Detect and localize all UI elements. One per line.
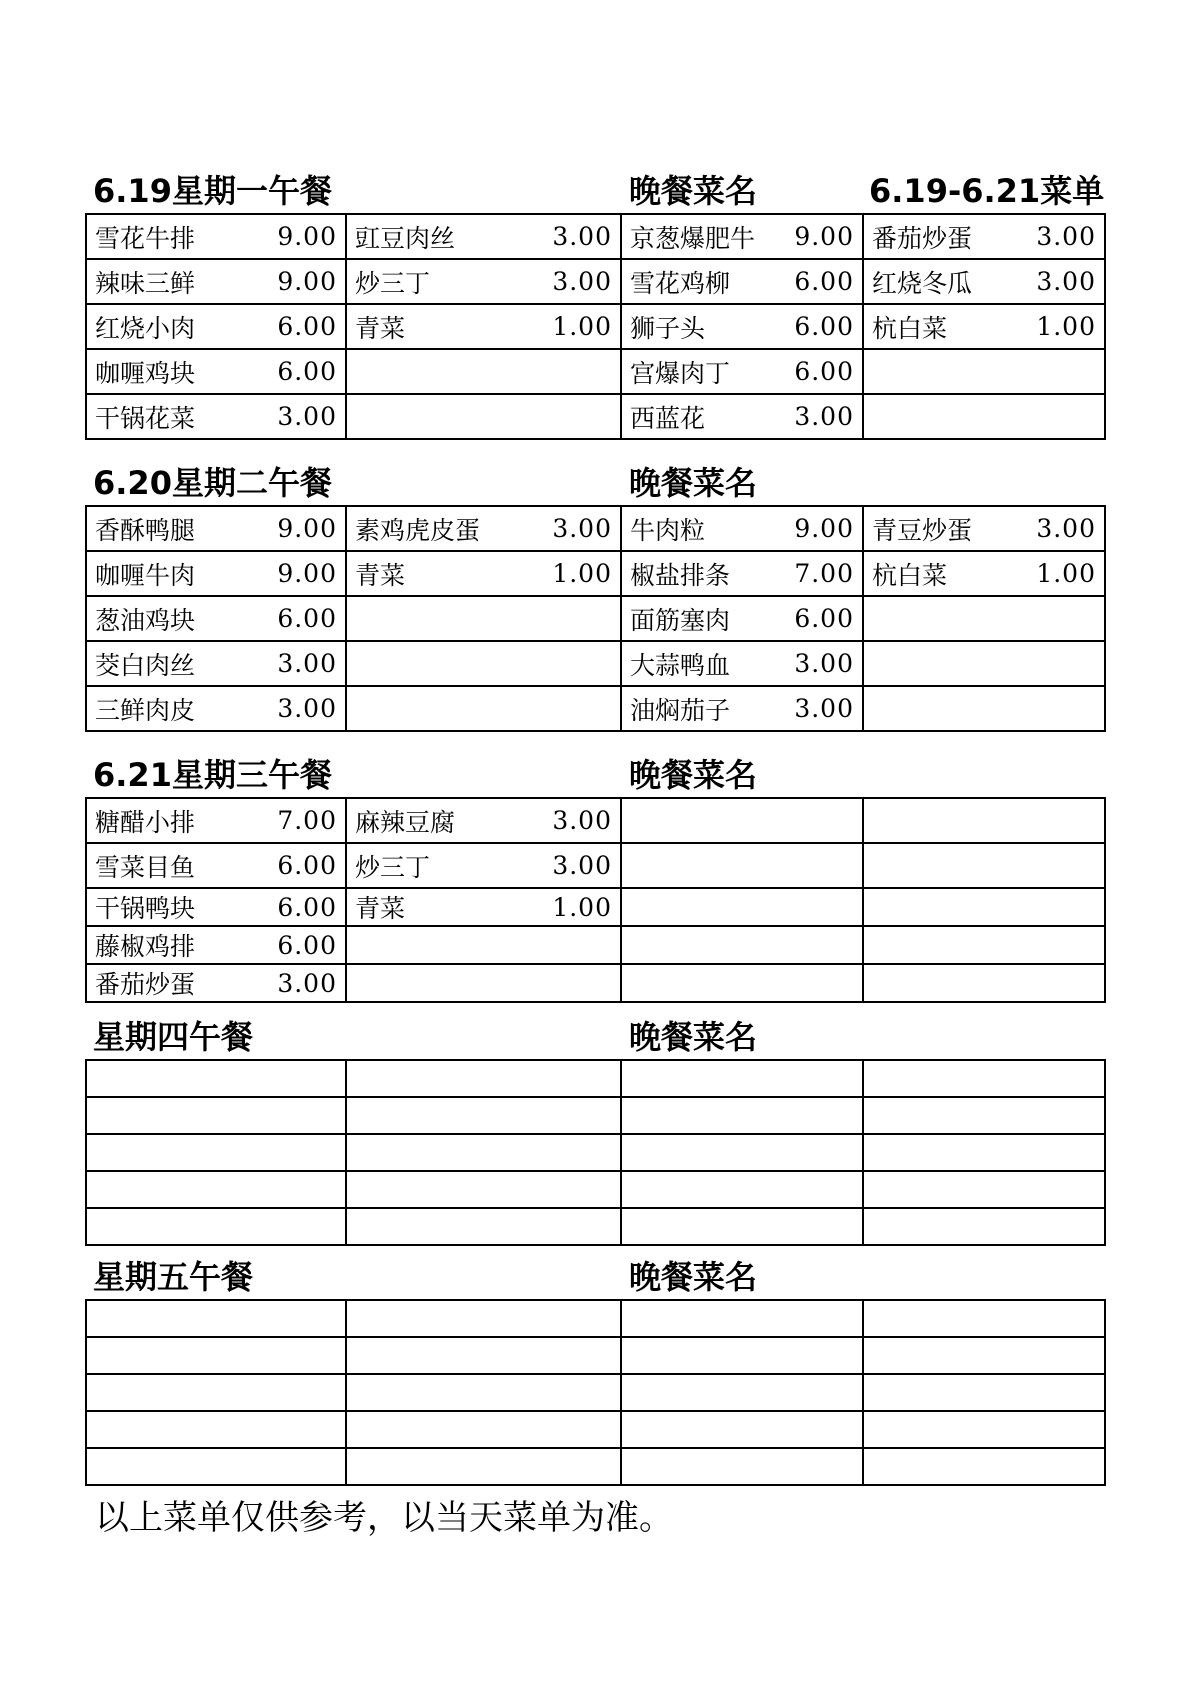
- dish-name: 红烧小肉: [95, 313, 196, 343]
- dish-name: 炒三丁: [355, 268, 431, 298]
- menu-cell: [86, 1448, 346, 1485]
- menu-cell: [621, 259, 863, 304]
- dish-price: 3.00: [794, 649, 854, 678]
- menu-cell: [863, 1134, 1105, 1171]
- menu-cell: [863, 214, 1105, 259]
- menu-cell: [621, 1171, 863, 1208]
- table-row: [86, 843, 1105, 888]
- menu-cell: [621, 686, 863, 731]
- menu-cell: [86, 888, 346, 926]
- dish-name: 青菜: [355, 313, 406, 343]
- table-row: [86, 259, 1105, 304]
- dish-price: 3.00: [1036, 267, 1096, 296]
- day-section-1: [85, 457, 1105, 732]
- menu-cell: [621, 1374, 863, 1411]
- menu-cell: [86, 1411, 346, 1448]
- menu-cell: [86, 259, 346, 304]
- day-header: [85, 165, 1105, 213]
- menu-cell: [346, 1097, 621, 1134]
- dish-name: 雪花鸡柳: [630, 268, 731, 298]
- dish-name: 西蓝花: [630, 403, 706, 433]
- table-row: [86, 304, 1105, 349]
- dish-name: 雪菜目鱼: [95, 852, 196, 882]
- menu-cell: [346, 843, 621, 888]
- menu-cell: [621, 304, 863, 349]
- dish-name: 番茄炒蛋: [872, 223, 973, 253]
- menu-cell: [86, 1060, 346, 1097]
- menu-cell: [863, 551, 1105, 596]
- dish-name: 油焖茄子: [630, 695, 731, 725]
- table-row: [86, 926, 1105, 964]
- table-row: [86, 641, 1105, 686]
- menu-cell: [346, 1374, 621, 1411]
- menu-cell: [863, 641, 1105, 686]
- menu-cell: [346, 506, 621, 551]
- dish-price: 9.00: [794, 514, 854, 543]
- menu-cell: [863, 259, 1105, 304]
- dish-price: 9.00: [794, 222, 854, 251]
- dish-price: 1.00: [1036, 312, 1096, 341]
- menu-cell: [86, 349, 346, 394]
- dish-price: 3.00: [277, 402, 337, 431]
- dish-price: 3.00: [552, 514, 612, 543]
- menu-cell: [863, 1171, 1105, 1208]
- menu-cell: [346, 394, 621, 439]
- dish-name: 杭白菜: [872, 313, 948, 343]
- menu-cell: [621, 551, 863, 596]
- dish-price: 9.00: [277, 222, 337, 251]
- day-section-0: [85, 165, 1105, 440]
- dish-price: 6.00: [794, 357, 854, 386]
- dish-name: 干锅鸭块: [95, 894, 196, 923]
- menu-cell: [863, 1411, 1105, 1448]
- dish-name: 椒盐排条: [630, 560, 731, 590]
- menu-cell: [346, 349, 621, 394]
- menu-cell: [621, 1300, 863, 1337]
- dinner-label: 晚餐菜名: [629, 172, 758, 210]
- menu-cell: [863, 596, 1105, 641]
- table-row: [86, 964, 1105, 1002]
- dish-name: 宫爆肉丁: [630, 358, 731, 388]
- menu-cell: [863, 1060, 1105, 1097]
- menu-cell: [86, 641, 346, 686]
- menu-cell: [863, 926, 1105, 964]
- menu-cell: [621, 1448, 863, 1485]
- menu-cell: [863, 843, 1105, 888]
- dish-price: 3.00: [277, 649, 337, 678]
- dish-name: 青豆炒蛋: [872, 515, 973, 545]
- menu-cell: [86, 1134, 346, 1171]
- menu-cell: [346, 1060, 621, 1097]
- dish-price: 1.00: [1036, 559, 1096, 588]
- menu-cell: [86, 798, 346, 843]
- table-row: [86, 551, 1105, 596]
- dish-price: 7.00: [277, 806, 337, 835]
- dish-name: 藤椒鸡排: [95, 932, 196, 961]
- dish-name: 豇豆肉丝: [355, 223, 456, 253]
- menu-cell: [346, 798, 621, 843]
- lunch-title: 6.20星期二午餐: [93, 464, 332, 502]
- menu-table: [85, 213, 1106, 440]
- dish-price: 9.00: [277, 267, 337, 296]
- menu-cell: [621, 641, 863, 686]
- menu-cell: [346, 1208, 621, 1245]
- dish-price: 9.00: [277, 514, 337, 543]
- menu-cell: [863, 349, 1105, 394]
- table-row: [86, 1374, 1105, 1411]
- menu-cell: [621, 926, 863, 964]
- menu-cell: [863, 686, 1105, 731]
- menu-table: [85, 1299, 1106, 1486]
- table-row: [86, 1337, 1105, 1374]
- menu-cell: [346, 596, 621, 641]
- menu-cell: [863, 1448, 1105, 1485]
- lunch-title: 星期五午餐: [93, 1258, 254, 1296]
- menu-cell: [621, 394, 863, 439]
- table-row: [86, 798, 1105, 843]
- table-row: [86, 1171, 1105, 1208]
- day-section-4: [85, 1251, 1105, 1486]
- dish-name: 麻辣豆腐: [355, 807, 456, 837]
- dish-name: 狮子头: [630, 313, 706, 343]
- dish-price: 1.00: [552, 312, 612, 341]
- dish-name: 糖醋小排: [95, 807, 196, 837]
- table-row: [86, 1134, 1105, 1171]
- dinner-label: 晚餐菜名: [629, 756, 758, 794]
- table-row: [86, 596, 1105, 641]
- dish-price: 1.00: [552, 559, 612, 588]
- menu-cell: [86, 506, 346, 551]
- menu-cell: [346, 1337, 621, 1374]
- menu-cell: [621, 214, 863, 259]
- table-row: [86, 1300, 1105, 1337]
- menu-cell: [86, 1337, 346, 1374]
- dish-name: 京葱爆肥牛: [630, 223, 756, 253]
- menu-cell: [86, 1374, 346, 1411]
- menu-cell: [621, 843, 863, 888]
- menu-cell: [621, 798, 863, 843]
- table-row: [86, 888, 1105, 926]
- table-row: [86, 1448, 1105, 1485]
- menu-cell: [346, 1134, 621, 1171]
- menu-table: [85, 505, 1106, 732]
- menu-table: [85, 1059, 1106, 1246]
- dish-name: 干锅花菜: [95, 403, 196, 433]
- menu-cell: [86, 1300, 346, 1337]
- dish-price: 3.00: [1036, 514, 1096, 543]
- menu-cell: [621, 1134, 863, 1171]
- dish-price: 3.00: [794, 694, 854, 723]
- table-row: [86, 1411, 1105, 1448]
- table-row: [86, 1060, 1105, 1097]
- dish-name: 牛肉粒: [630, 515, 706, 545]
- table-row: [86, 214, 1105, 259]
- menu-cell: [86, 596, 346, 641]
- dish-price: 3.00: [552, 267, 612, 296]
- dish-name: 雪花牛排: [95, 223, 196, 253]
- dish-price: 3.00: [794, 402, 854, 431]
- dish-price: 3.00: [1036, 222, 1096, 251]
- dish-name: 咖喱牛肉: [95, 560, 196, 590]
- range-title: 6.19-6.21菜单: [869, 172, 1105, 210]
- footer-note: 以上菜单仅供参考，以当天菜单为准。: [95, 1498, 673, 1538]
- menu-cell: [621, 506, 863, 551]
- menu-cell: [346, 214, 621, 259]
- menu-cell: [621, 1411, 863, 1448]
- table-row: [86, 686, 1105, 731]
- dish-price: 3.00: [552, 222, 612, 251]
- dish-name: 咖喱鸡块: [95, 358, 196, 388]
- day-header: [85, 457, 1105, 505]
- dish-name: 三鲜肉皮: [95, 695, 196, 725]
- lunch-title: 6.19星期一午餐: [93, 172, 332, 210]
- lunch-title: 6.21星期三午餐: [93, 756, 332, 794]
- table-row: [86, 1097, 1105, 1134]
- dish-name: 葱油鸡块: [95, 605, 196, 635]
- dish-name: 青菜: [355, 894, 406, 923]
- lunch-title: 星期四午餐: [93, 1018, 254, 1056]
- menu-cell: [346, 1171, 621, 1208]
- menu-cell: [346, 1411, 621, 1448]
- menu-table: [85, 797, 1106, 1003]
- menu-cell: [863, 394, 1105, 439]
- dish-price: 6.00: [794, 312, 854, 341]
- menu-cell: [86, 686, 346, 731]
- menu-cell: [86, 926, 346, 964]
- dish-price: 6.00: [277, 312, 337, 341]
- menu-cell: [346, 304, 621, 349]
- menu-cell: [346, 1300, 621, 1337]
- dish-price: 1.00: [552, 892, 612, 922]
- menu-cell: [86, 394, 346, 439]
- dish-price: 3.00: [277, 694, 337, 723]
- dish-name: 番茄炒蛋: [95, 970, 196, 999]
- menu-cell: [346, 551, 621, 596]
- dish-name: 青菜: [355, 560, 406, 590]
- dinner-label: 晚餐菜名: [629, 1258, 758, 1296]
- menu-cell: [346, 1448, 621, 1485]
- dish-price: 6.00: [794, 604, 854, 633]
- dish-price: 6.00: [277, 604, 337, 633]
- menu-cell: [863, 964, 1105, 1002]
- dish-name: 辣味三鲜: [95, 268, 196, 298]
- menu-cell: [86, 304, 346, 349]
- menu-cell: [863, 1208, 1105, 1245]
- day-section-3: [85, 1011, 1105, 1246]
- table-row: [86, 1208, 1105, 1245]
- dish-price: 6.00: [794, 267, 854, 296]
- day-header: [85, 1251, 1105, 1299]
- day-header: [85, 1011, 1105, 1059]
- menu-cell: [863, 1337, 1105, 1374]
- menu-cell: [863, 304, 1105, 349]
- menu-cell: [863, 1097, 1105, 1134]
- menu-cell: [621, 1208, 863, 1245]
- dish-price: 3.00: [552, 806, 612, 835]
- menu-cell: [346, 964, 621, 1002]
- dinner-label: 晚餐菜名: [629, 1018, 758, 1056]
- table-row: [86, 349, 1105, 394]
- dish-name: 炒三丁: [355, 852, 431, 882]
- dish-price: 6.00: [277, 357, 337, 386]
- dish-name: 面筋塞肉: [630, 605, 731, 635]
- menu-cell: [86, 551, 346, 596]
- menu-cell: [346, 259, 621, 304]
- dish-name: 红烧冬瓜: [872, 268, 973, 298]
- menu-cell: [346, 641, 621, 686]
- menu-cell: [346, 686, 621, 731]
- menu-cell: [86, 964, 346, 1002]
- menu-cell: [86, 1171, 346, 1208]
- menu-cell: [621, 888, 863, 926]
- dinner-label: 晚餐菜名: [629, 464, 758, 502]
- menu-cell: [621, 1337, 863, 1374]
- table-row: [86, 394, 1105, 439]
- menu-cell: [86, 214, 346, 259]
- day-header: [85, 749, 1105, 797]
- menu-cell: [621, 349, 863, 394]
- menu-cell: [863, 1374, 1105, 1411]
- menu-cell: [346, 926, 621, 964]
- dish-price: 7.00: [794, 559, 854, 588]
- menu-cell: [863, 1300, 1105, 1337]
- dish-price: 6.00: [277, 851, 337, 880]
- dish-price: 9.00: [277, 559, 337, 588]
- dish-name: 大蒜鸭血: [630, 650, 731, 680]
- menu-cell: [621, 596, 863, 641]
- menu-cell: [863, 888, 1105, 926]
- dish-name: 素鸡虎皮蛋: [355, 515, 481, 545]
- table-row: [86, 506, 1105, 551]
- day-section-2: [85, 749, 1105, 1003]
- menu-cell: [346, 888, 621, 926]
- dish-price: 3.00: [552, 851, 612, 880]
- menu-cell: [863, 506, 1105, 551]
- menu-cell: [86, 843, 346, 888]
- menu-cell: [621, 1060, 863, 1097]
- dish-name: 杭白菜: [872, 560, 948, 590]
- menu-cell: [86, 1097, 346, 1134]
- menu-cell: [621, 1097, 863, 1134]
- dish-name: 香酥鸭腿: [95, 515, 196, 545]
- dish-name: 茭白肉丝: [95, 650, 196, 680]
- menu-cell: [621, 964, 863, 1002]
- menu-cell: [863, 798, 1105, 843]
- dish-price: 6.00: [277, 930, 337, 960]
- dish-price: 3.00: [277, 968, 337, 998]
- menu-cell: [86, 1208, 346, 1245]
- dish-price: 6.00: [277, 892, 337, 922]
